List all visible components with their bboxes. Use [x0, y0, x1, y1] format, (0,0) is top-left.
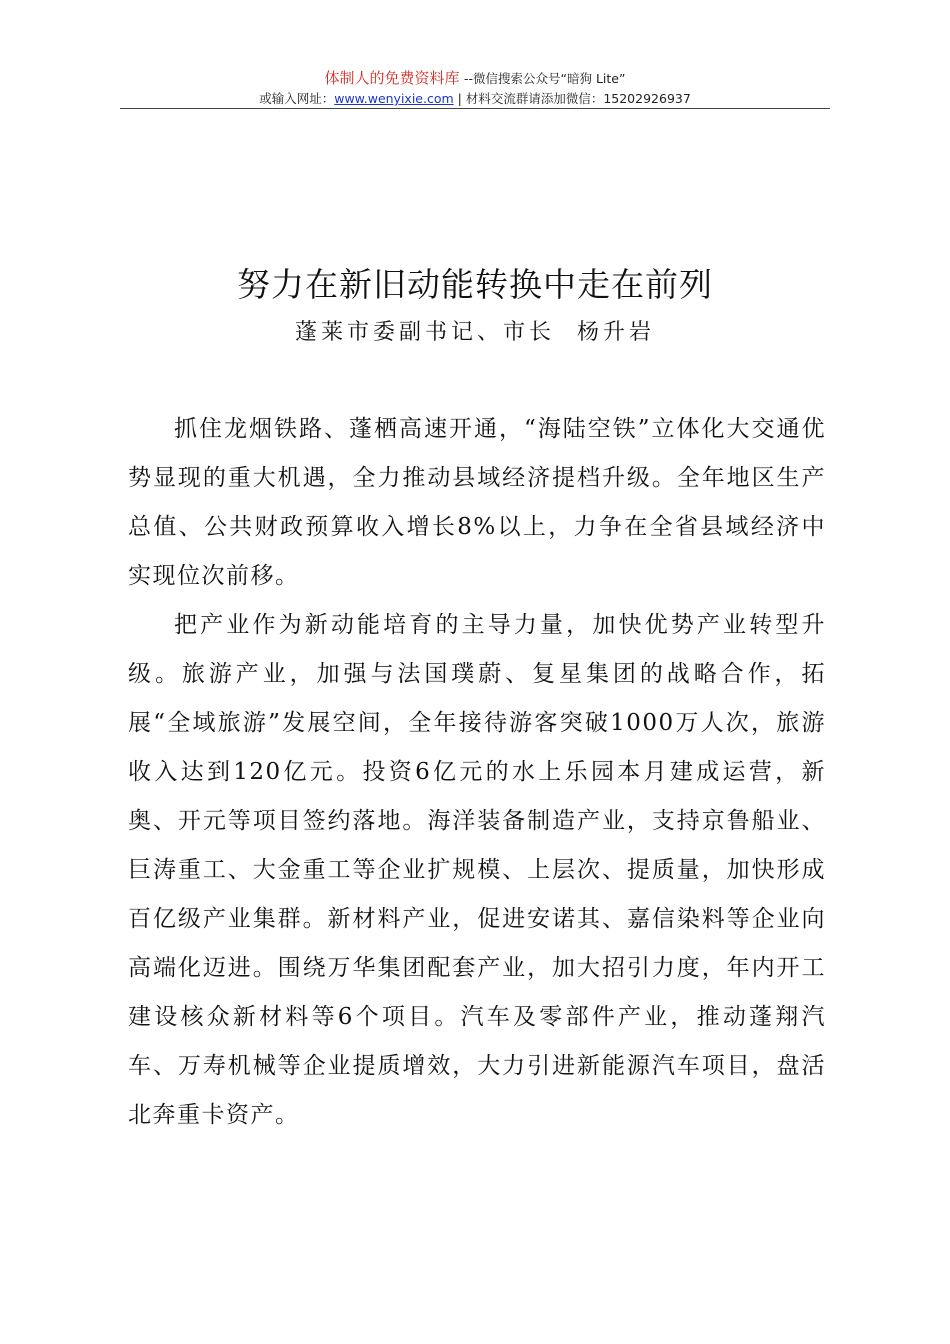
- header-tagline: --微信搜索公众号“暗狗 Lite”: [463, 71, 626, 86]
- header-contact: | 材料交流群请添加微信：15202926937: [453, 91, 691, 106]
- header-url-prefix: 或输入网址：: [259, 91, 335, 106]
- body-paragraph-1: 抓住龙烟铁路、蓬栖高速开通，“海陆空铁”立体化大交通优势显现的重大机遇，全力推动县域经济提档升级。全年地区生产总值、公共财政预算收入增长8%以上，力争在全省县域经济中实现位次前移。: [128, 416, 826, 589]
- byline-role: 蓬莱市委副书记、市长: [294, 320, 555, 345]
- header-brand: 体制人的免费资料库: [324, 69, 460, 87]
- document-title: 努力在新旧动能转换中走在前列: [237, 265, 713, 304]
- body-paragraph-2: 把产业作为新动能培育的主导力量，加快优势产业转型升级。旅游产业，加强与法国璞蔚、复星集团的战略合作，拓展“全域旅游”发展空间，全年接待游客突破1000万人次，旅游收入达到120亿元。投资6亿元的水上乐园本月建成运营，新奥、开元等项目签约落地。海洋装备制造产业，支持京鲁船业、巨涛重工、大金重工等企业扩规模、上层次、提质量，加快形成百亿级产业集群。新材料产业，促进安诺其、嘉信染料等企业向高端化迈进。围绕万华集团配套产业，加大招引力度，年内开工建设核众新材料等6个项目。汽车及零部件产业，推动蓬翔汽车、万寿机械等企业提质增效，大力引进新能源汽车项目，盘活北奔重卡资产。: [128, 612, 826, 1128]
- document-byline: [0, 317, 950, 349]
- header-divider: [120, 108, 830, 109]
- byline-author: 杨升岩: [577, 320, 656, 345]
- document-body: [128, 405, 826, 1140]
- header-line-2: [120, 89, 830, 108]
- page-header: [120, 68, 830, 108]
- header-url-link[interactable]: www.wenyixie.com: [334, 91, 454, 106]
- header-line-1: [120, 68, 830, 89]
